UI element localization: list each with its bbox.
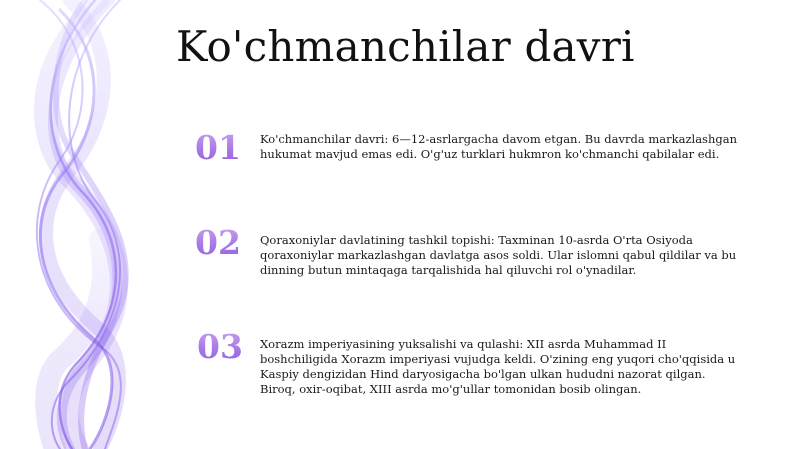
item-text-01: Ko'chmanchilar davri: 6—12-asrlargacha davom etgan. Bu davrda markazlashgan hukumat mavjud emas edi. O'g'uz turklari hukmron ko'chmanchi qabilalar edi. — [260, 132, 737, 161]
slide-title: Ko'chmanchilar davri — [176, 22, 635, 71]
item-text-02: Qoraxoniylar davlatining tashkil topishi: Taxminan 10-asrda O'rta Osiyoda qoraxoniylar markazlashgan davlatga asos soldi. Ular islomni qabul qildilar va bu dinning butun mintaqaga tarqalishida hal qiluvchi rol o'ynadilar. — [260, 233, 737, 277]
item-number-01: 01 — [195, 128, 241, 167]
item-number-03: 03 — [197, 327, 243, 366]
item-number-02: 02 — [195, 223, 241, 262]
item-text-03: Xorazm imperiyasining yuksalishi va qulashi: XII asrda Muhammad II boshchiligida Xorazm imperiyasi vujudga keldi. O'zining eng yuqori cho'qqisida u Kaspiy dengizidan Hind daryosigacha bo'lgan ulkan hududni nazorat qilgan. Biroq, oxir-oqibat, XIII asrda mo'g'ullar tomonidan bosib olingan. — [260, 337, 736, 396]
